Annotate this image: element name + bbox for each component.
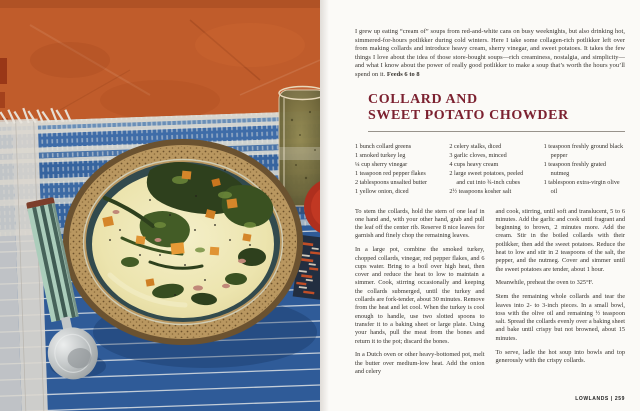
instruction-paragraph: Stem the remaining whole collards and tear the leaves into 2- to 3-inch pieces. In a small bowl, toss with the olive oil and remaining ½ teaspoon salt. Spread the collards evenly over a baking sheet and bake until crispy but not browned, about 15 minutes.: [495, 293, 625, 342]
feeds-note: Feeds 6 to 8: [386, 70, 420, 78]
ingredient: 1 teaspoon freshly grated nutmeg: [543, 160, 607, 178]
ingredients-column-1: [355, 142, 436, 197]
instruction-paragraph: Meanwhile, preheat the oven to 325°F.: [495, 279, 594, 287]
title-rule: [368, 131, 625, 132]
instruction-paragraph: In a Dutch oven or other heavy-bottomed pot, melt the butter over medium-low heat. Add the onion and celery: [355, 351, 485, 375]
instruction-paragraph: To serve, ladle the hot soup into bowls and top generously with the crispy collards.: [495, 348, 625, 364]
chowder-bowl: [63, 139, 303, 345]
ingredient: 1 teaspoon red pepper flakes: [355, 170, 426, 178]
ingredients-column-3: [544, 142, 625, 197]
ingredient: 3 garlic cloves, minced: [449, 151, 507, 159]
intro-paragraph: [355, 28, 625, 79]
page-gutter-shadow: [320, 0, 329, 411]
recipe-content: [355, 0, 625, 382]
ingredient: 1 tablespoon extra-virgin olive oil: [543, 179, 620, 196]
ingredient: 2½ teaspoons kosher salt: [449, 188, 512, 196]
recipe-title: [368, 92, 625, 124]
instruction-paragraph: and cook, stirring, until soft and translucent, 5 to 6 minutes. Add the garlic and cook until fragrant and beginning to brown, 2 minutes more. Add the cream. Stir in the boiled collards with their potlikker, then add the sweet potatoes. Reduce the heat to low and stir in 2 teaspoons of the salt, the pepper, and the nutmeg. Cover and simmer until the sweet potatoes are tender, about 1 hour.: [495, 207, 625, 273]
ingredient: 4 cups heavy cream: [449, 160, 499, 168]
recipe-title-line1: COLLARD AND: [368, 92, 478, 108]
page-footer: LOWLANDS | 259: [575, 396, 625, 402]
instruction-paragraph: In a large pot, combine the smoked turkey, chopped collards, vinegar, red pepper flakes, and 6 cups water. Bring to a boil over high heat, then cover and reduce the heat to low to maintain a simmer. Cook, stirring occasionally and keeping the collards submerged, until the turkey and collards are fork-tender, about 30 minutes. Remove from the heat and let cool. When the turkey is cool enough to handle, use two slotted spoons to transfer it to a baking sheet or large plate. Using your hands, pull the meat from the bones and return it to the pot; discard the bones.: [355, 246, 485, 345]
ingredient: 1 yellow onion, diced: [355, 188, 409, 196]
recipe-page: [320, 0, 640, 411]
instruction-paragraph: To stem the collards, hold the stem of one leaf in one hand and, with your other hand, grab and pull the leaf off the center rib. Reserve 8 nice leaves for garnish and finely chop the remaining leaves.: [355, 207, 485, 240]
instructions-column-right: [496, 208, 626, 382]
ingredient: 1 smoked turkey leg: [355, 151, 406, 159]
ingredient: 2 tablespoons unsalted butter: [355, 179, 428, 187]
instructions-column-left: [355, 208, 485, 382]
recipe-title-line2: SWEET POTATO CHOWDER: [368, 108, 569, 124]
ingredient: 2 large sweet potatoes, peeled and cut into ¾-inch cubes: [449, 170, 524, 187]
ingredient: 1 teaspoon freshly ground black pepper: [543, 142, 624, 159]
ingredients-section: [355, 142, 625, 197]
ingredient: ¼ cup sherry vinegar: [355, 160, 408, 168]
ingredients-column-2: [449, 142, 530, 197]
intro-text: I grew up eating “cream of” soups from red-and-white cans on busy weeknights, but also drinking hot, simmered-for-hours potlikker during cold winters. Here I take some collagen-rich potlikker left over from making collards and introduce heavy cream, sherry vinegar, and sweet potatoes. It takes the few things I love about the idea of those store-bought soups—rich creaminess, nostalgia, and simplicity—and what I know about the power of really good potlikker to make a soup that’s worth the hours you’ll spend on it.: [355, 28, 625, 78]
ingredient: 1 bunch collard greens: [355, 142, 412, 150]
instructions-section: [355, 208, 625, 382]
ingredient: 2 celery stalks, diced: [449, 142, 502, 150]
